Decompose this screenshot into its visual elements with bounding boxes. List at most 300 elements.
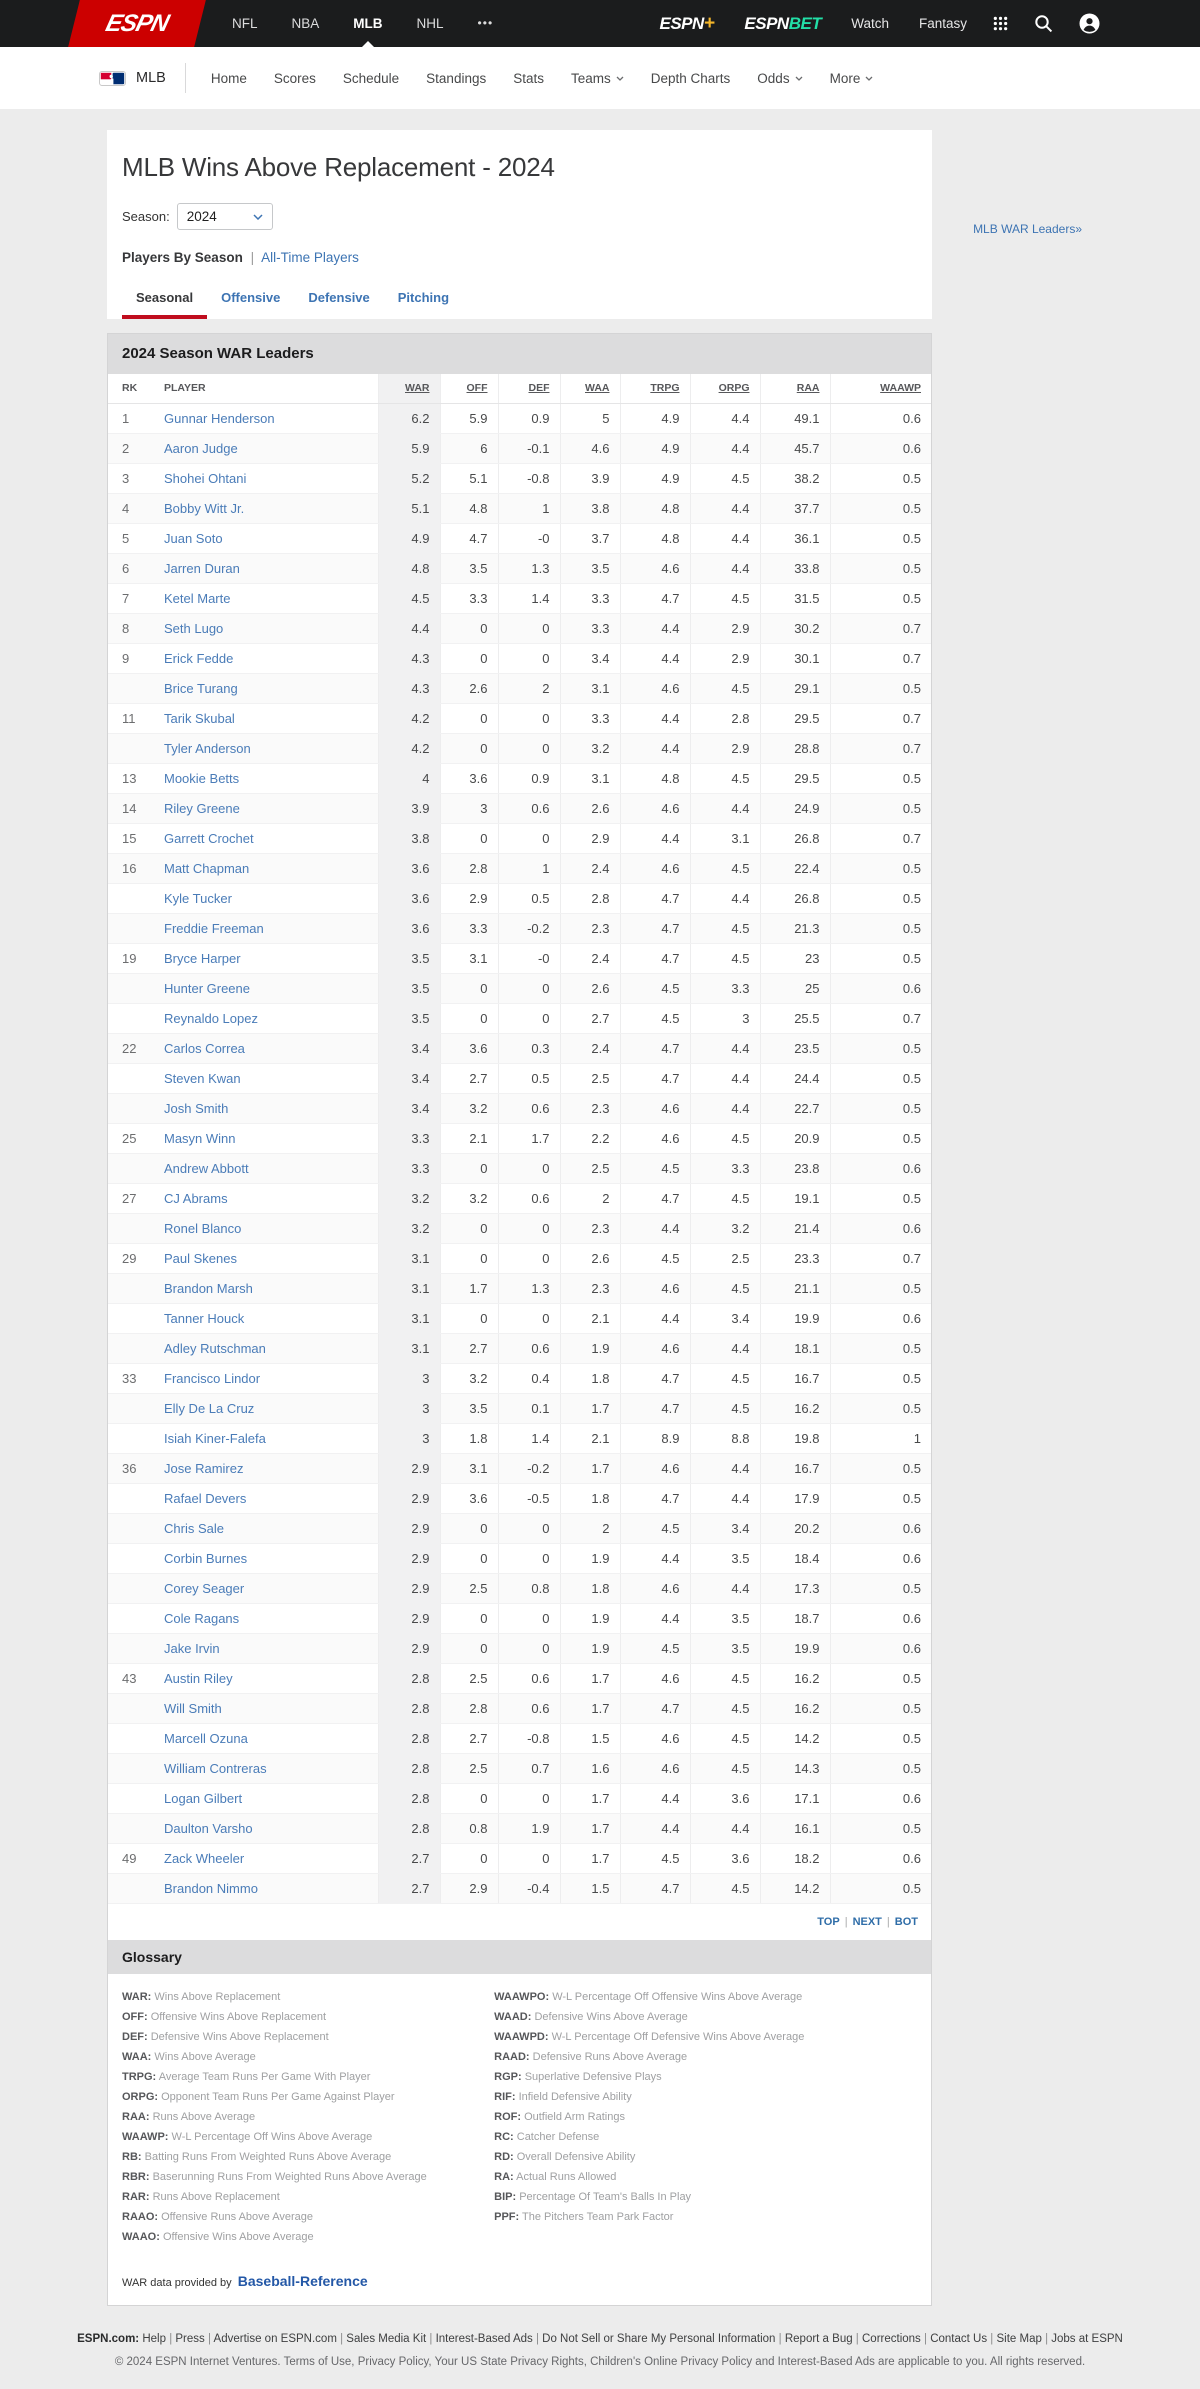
waa-cell: 2.1 xyxy=(560,1423,620,1453)
player-cell xyxy=(156,1243,378,1273)
table-row xyxy=(108,793,931,823)
player-link[interactable]: Hunter Greene xyxy=(164,980,250,996)
def-cell: 0 xyxy=(498,1243,560,1273)
players-by-season-row xyxy=(122,250,932,265)
footer-link[interactable]: Jobs at ESPN xyxy=(1051,2332,1123,2345)
waa-cell: 3.4 xyxy=(560,643,620,673)
raa-cell: 16.1 xyxy=(760,1813,830,1843)
waa-cell: 1.7 xyxy=(560,1663,620,1693)
war-cell: 6.2 xyxy=(378,403,440,433)
all-time-players-link[interactable]: All-Time Players xyxy=(261,250,359,265)
waawp-cell: 1 xyxy=(830,1423,931,1453)
table-row xyxy=(108,613,931,643)
glossary-definition: Percentage Of Team's Balls In Play xyxy=(519,2190,692,2203)
header-right xyxy=(630,13,1101,35)
def-cell: 1.3 xyxy=(498,1273,560,1303)
player-link[interactable]: Steven Kwan xyxy=(164,1070,241,1086)
waawp-cell: 0.6 xyxy=(830,1843,931,1873)
more-sports-ellipsis-icon[interactable]: ••• xyxy=(477,16,494,30)
player-link[interactable]: William Contreras xyxy=(164,1760,267,1776)
player-cell xyxy=(156,1753,378,1783)
player-link[interactable]: Josh Smith xyxy=(164,1100,229,1116)
player-cell xyxy=(156,1573,378,1603)
off-cell: 0.8 xyxy=(440,1813,498,1843)
waawp-cell: 0.5 xyxy=(830,1693,931,1723)
raa-cell: 22.4 xyxy=(760,853,830,883)
player-cell xyxy=(156,913,378,943)
war-cell: 4 xyxy=(378,763,440,793)
raa-cell: 31.5 xyxy=(760,583,830,613)
raa-cell: 18.1 xyxy=(760,1333,830,1363)
glossary-definition: Outfield Arm Ratings xyxy=(524,2110,625,2123)
rank-cell xyxy=(108,1813,156,1843)
war-cell: 3 xyxy=(378,1393,440,1423)
col-header-def[interactable]: DEF xyxy=(498,374,560,403)
player-link[interactable]: Chris Sale xyxy=(164,1520,224,1536)
watch-link[interactable]: Watch xyxy=(851,16,889,31)
footer-separator: | xyxy=(1041,2332,1052,2345)
waawp-cell: 0.6 xyxy=(830,403,931,433)
table-row xyxy=(108,1693,931,1723)
footer-copyright: © 2024 ESPN Internet Ventures. Terms of Use, Privacy Policy, Your US State Privacy Rights, Children's Online Privacy Policy and Interest-Based Ads are applicable to you. All rights reserved. xyxy=(114,2355,1086,2368)
raa-cell: 19.9 xyxy=(760,1303,830,1333)
footer-separator: | xyxy=(166,2332,176,2345)
trpg-cell: 4.7 xyxy=(620,1483,690,1513)
def-cell: 0 xyxy=(498,1843,560,1873)
footer-link[interactable]: Interest-Based Ads xyxy=(435,2332,533,2345)
player-link[interactable]: Corbin Burnes xyxy=(164,1550,248,1566)
glossary-definition: Offensive Runs Above Average xyxy=(161,2210,313,2223)
off-cell: 0 xyxy=(440,1843,498,1873)
glossary-entry xyxy=(494,2067,804,2087)
trpg-cell: 4.6 xyxy=(620,1273,690,1303)
player-link[interactable]: Adley Rutschman xyxy=(164,1340,266,1356)
waawp-cell: 0.5 xyxy=(830,1363,931,1393)
player-link[interactable]: Bobby Witt Jr. xyxy=(164,500,245,516)
table-row xyxy=(108,1873,931,1903)
subnav-item-teams-label: Teams xyxy=(570,70,611,86)
footer-separator: | xyxy=(775,2332,785,2345)
trpg-cell: 4.7 xyxy=(620,913,690,943)
war-cell: 3.6 xyxy=(378,913,440,943)
col-header-off[interactable]: OFF xyxy=(440,374,498,403)
player-link[interactable]: Shohei Ohtani xyxy=(164,470,247,486)
waawp-cell: 0.5 xyxy=(830,1333,931,1363)
subnav-item-schedule[interactable]: Schedule xyxy=(342,70,400,86)
player-link[interactable]: Aaron Judge xyxy=(164,440,238,456)
waawp-cell: 0.5 xyxy=(830,553,931,583)
player-link[interactable]: Tanner Houck xyxy=(164,1310,245,1326)
rank-cell: 19 xyxy=(108,943,156,973)
player-cell xyxy=(156,1213,378,1243)
table-row xyxy=(108,1603,931,1633)
player-link[interactable]: Mookie Betts xyxy=(164,770,240,786)
table-row xyxy=(108,853,931,883)
espn-logo[interactable] xyxy=(68,0,206,47)
player-link[interactable]: Ketel Marte xyxy=(164,590,231,606)
raa-cell: 24.9 xyxy=(760,793,830,823)
player-link[interactable]: Juan Soto xyxy=(164,530,223,546)
raa-cell: 23 xyxy=(760,943,830,973)
table-row xyxy=(108,1123,931,1153)
glossary-term: RGP: xyxy=(494,2070,522,2083)
tab-offensive[interactable]: Offensive xyxy=(221,290,281,305)
pagination-next[interactable]: NEXT xyxy=(852,1915,882,1928)
player-link[interactable]: Brandon Nimmo xyxy=(164,1880,258,1896)
trpg-cell: 4.6 xyxy=(620,1093,690,1123)
off-cell: 2.9 xyxy=(440,1873,498,1903)
rank-cell: 33 xyxy=(108,1363,156,1393)
subnav-item-scores[interactable]: Scores xyxy=(273,70,316,86)
raa-cell: 36.1 xyxy=(760,523,830,553)
raa-cell: 23.8 xyxy=(760,1153,830,1183)
chevron-down-icon xyxy=(616,76,624,81)
player-link[interactable]: Austin Riley xyxy=(164,1670,233,1686)
waawp-cell: 0.5 xyxy=(830,853,931,883)
def-cell: 0 xyxy=(498,1603,560,1633)
player-cell xyxy=(156,853,378,883)
col-header-waa[interactable]: WAA xyxy=(560,374,620,403)
war-cell: 4.2 xyxy=(378,703,440,733)
player-link[interactable]: Cole Ragans xyxy=(164,1610,240,1626)
war-cell: 3.3 xyxy=(378,1153,440,1183)
player-cell xyxy=(156,703,378,733)
trpg-cell: 4.7 xyxy=(620,883,690,913)
player-link[interactable]: Bryce Harper xyxy=(164,950,241,966)
player-link[interactable]: Freddie Freeman xyxy=(164,920,264,936)
waawp-cell: 0.5 xyxy=(830,673,931,703)
glossary-entry xyxy=(122,2167,494,2187)
player-link[interactable]: Ronel Blanco xyxy=(164,1220,242,1236)
war-cell: 3.1 xyxy=(378,1243,440,1273)
player-link[interactable]: Reynaldo Lopez xyxy=(164,1010,258,1026)
footer-link[interactable]: Advertise on ESPN.com xyxy=(213,2332,337,2345)
subnav-item-home[interactable]: Home xyxy=(210,70,247,86)
def-cell: 0.5 xyxy=(498,1063,560,1093)
player-link[interactable]: Riley Greene xyxy=(164,800,240,816)
player-link[interactable]: Elly De La Cruz xyxy=(164,1400,255,1416)
def-cell: -0.2 xyxy=(498,913,560,943)
war-cell: 2.8 xyxy=(378,1783,440,1813)
trpg-cell: 4.9 xyxy=(620,403,690,433)
player-cell xyxy=(156,1063,378,1093)
off-cell: 2.7 xyxy=(440,1063,498,1093)
waa-cell: 1.9 xyxy=(560,1543,620,1573)
rank-cell: 4 xyxy=(108,493,156,523)
glossary-entry xyxy=(122,2007,494,2027)
player-link[interactable]: Andrew Abbott xyxy=(164,1160,249,1176)
rank-cell xyxy=(108,1393,156,1423)
trpg-cell: 4.8 xyxy=(620,763,690,793)
orpg-cell: 4.5 xyxy=(690,1663,760,1693)
footer-link[interactable]: Corrections xyxy=(862,2332,921,2345)
orpg-cell: 3.4 xyxy=(690,1303,760,1333)
table-row xyxy=(108,1363,931,1393)
waawp-cell: 0.7 xyxy=(830,823,931,853)
orpg-cell: 8.8 xyxy=(690,1423,760,1453)
glossary-term: RA: xyxy=(494,2170,514,2183)
table-row xyxy=(108,1243,931,1273)
player-link[interactable]: Brandon Marsh xyxy=(164,1280,253,1296)
war-cell: 2.8 xyxy=(378,1693,440,1723)
player-link[interactable]: Marcell Ozuna xyxy=(164,1730,248,1746)
waa-cell: 5 xyxy=(560,403,620,433)
player-cell xyxy=(156,1843,378,1873)
def-cell: 1 xyxy=(498,493,560,523)
off-cell: 2.8 xyxy=(440,853,498,883)
nav-nfl[interactable]: NFL xyxy=(232,16,258,31)
war-cell: 2.8 xyxy=(378,1723,440,1753)
waawp-cell: 0.6 xyxy=(830,1633,931,1663)
player-link[interactable]: Daulton Varsho xyxy=(164,1820,253,1836)
player-link[interactable]: Gunnar Henderson xyxy=(164,410,275,426)
footer-separator: | xyxy=(852,2332,862,2345)
subnav-league-label: MLB xyxy=(136,70,166,86)
war-cell: 3.2 xyxy=(378,1213,440,1243)
waa-cell: 3.5 xyxy=(560,553,620,583)
rank-cell xyxy=(108,1543,156,1573)
player-cell xyxy=(156,673,378,703)
nav-nhl[interactable]: NHL xyxy=(416,16,444,31)
player-link[interactable]: CJ Abrams xyxy=(164,1190,228,1206)
player-cell xyxy=(156,1873,378,1903)
waawp-cell: 0.5 xyxy=(830,1573,931,1603)
raa-cell: 16.7 xyxy=(760,1363,830,1393)
glossary-entry xyxy=(494,2147,804,2167)
glossary-definition: Wins Above Replacement xyxy=(154,1990,281,2003)
player-link[interactable]: Zack Wheeler xyxy=(164,1850,245,1866)
player-link[interactable]: Jose Ramirez xyxy=(164,1460,244,1476)
pagination-top[interactable]: TOP xyxy=(817,1915,840,1928)
waawp-cell: 0.5 xyxy=(830,913,931,943)
trpg-cell: 4.7 xyxy=(620,1693,690,1723)
orpg-cell: 3.1 xyxy=(690,823,760,853)
player-link[interactable]: Jake Irvin xyxy=(164,1640,220,1656)
col-header-waawp[interactable]: WAAWP xyxy=(830,374,931,403)
glossary-entry xyxy=(122,2087,494,2107)
off-cell: 3.6 xyxy=(440,763,498,793)
glossary-term: RB: xyxy=(122,2150,142,2163)
raa-cell: 20.9 xyxy=(760,1123,830,1153)
off-cell: 4.7 xyxy=(440,523,498,553)
def-cell: 0 xyxy=(498,1633,560,1663)
player-cell xyxy=(156,1633,378,1663)
profile-icon[interactable] xyxy=(1079,13,1100,34)
table-row xyxy=(108,1093,931,1123)
waawp-cell: 0.6 xyxy=(830,1603,931,1633)
off-cell: 2.1 xyxy=(440,1123,498,1153)
col-header-orpg[interactable]: ORPG xyxy=(690,374,760,403)
chevron-down-icon xyxy=(795,76,803,81)
player-link[interactable]: Tyler Anderson xyxy=(164,740,251,756)
rank-cell xyxy=(108,1003,156,1033)
subnav-item-odds[interactable] xyxy=(757,71,802,86)
tab-defensive[interactable]: Defensive xyxy=(308,290,370,305)
subnav-item-depth-charts[interactable]: Depth Charts xyxy=(650,70,731,86)
player-cell xyxy=(156,1663,378,1693)
waawp-cell: 0.7 xyxy=(830,1243,931,1273)
player-link[interactable]: Tarik Skubal xyxy=(164,710,235,726)
player-link[interactable]: Francisco Lindor xyxy=(164,1370,261,1386)
off-cell: 0 xyxy=(440,1153,498,1183)
col-header-raa[interactable]: RAA xyxy=(760,374,830,403)
raa-cell: 25.5 xyxy=(760,1003,830,1033)
war-cell: 2.9 xyxy=(378,1483,440,1513)
espn-bet-espn: ESPN xyxy=(744,13,789,33)
subnav-item-stats[interactable]: Stats xyxy=(513,70,544,86)
footer-link[interactable]: Contact Us xyxy=(930,2332,988,2345)
footer-link[interactable]: Sales Media Kit xyxy=(346,2332,427,2345)
rank-cell xyxy=(108,1723,156,1753)
table-row xyxy=(108,763,931,793)
def-cell: 0.6 xyxy=(498,1693,560,1723)
espn-bet-logo[interactable] xyxy=(744,14,821,34)
orpg-cell: 4.5 xyxy=(690,1693,760,1723)
waawp-cell: 0.5 xyxy=(830,1273,931,1303)
trpg-cell: 4.6 xyxy=(620,1453,690,1483)
players-by-season-label: Players By Season xyxy=(122,250,243,265)
player-link[interactable]: Paul Skenes xyxy=(164,1250,237,1266)
search-icon[interactable] xyxy=(1034,14,1053,33)
table-row xyxy=(108,553,931,583)
off-cell: 5.1 xyxy=(440,463,498,493)
glossary-entry xyxy=(122,2127,494,2147)
waa-cell: 3.2 xyxy=(560,733,620,763)
waa-cell: 1.8 xyxy=(560,1483,620,1513)
glossary-entry xyxy=(494,2167,804,2187)
player-link[interactable]: Masyn Winn xyxy=(164,1130,236,1146)
orpg-cell: 3.5 xyxy=(690,1603,760,1633)
footer-link[interactable]: Help xyxy=(142,2332,166,2345)
table-row xyxy=(108,1273,931,1303)
orpg-cell: 4.5 xyxy=(690,1753,760,1783)
table-row xyxy=(108,493,931,523)
player-link[interactable]: Matt Chapman xyxy=(164,860,250,876)
glossary-entry xyxy=(122,2107,494,2127)
player-cell xyxy=(156,733,378,763)
glossary-entry xyxy=(494,2127,804,2147)
player-link[interactable]: Jarren Duran xyxy=(164,560,240,576)
nav-mlb[interactable] xyxy=(353,0,382,47)
subnav-item-teams[interactable] xyxy=(571,71,624,86)
raa-cell: 38.2 xyxy=(760,463,830,493)
waawp-cell: 0.7 xyxy=(830,1003,931,1033)
player-link[interactable]: Isiah Kiner-Falefa xyxy=(164,1430,266,1446)
rank-cell: 2 xyxy=(108,433,156,463)
tab-seasonal[interactable]: Seasonal xyxy=(122,279,207,319)
table-row xyxy=(108,1213,931,1243)
waawp-cell: 0.7 xyxy=(830,703,931,733)
col-header-war[interactable]: WAR xyxy=(378,374,440,403)
player-link[interactable]: Erick Fedde xyxy=(164,650,234,666)
footer-link[interactable]: Press xyxy=(175,2332,205,2345)
glossary-term: WAR: xyxy=(122,1990,152,2003)
player-cell xyxy=(156,1093,378,1123)
def-cell: -0.8 xyxy=(498,463,560,493)
waawp-cell: 0.7 xyxy=(830,733,931,763)
mlb-home-link[interactable] xyxy=(99,70,166,86)
player-cell xyxy=(156,523,378,553)
player-link[interactable]: Corey Seager xyxy=(164,1580,245,1596)
player-link[interactable]: Kyle Tucker xyxy=(164,890,232,906)
raa-cell: 14.2 xyxy=(760,1723,830,1753)
season-label: Season: xyxy=(122,209,170,224)
col-header-trpg[interactable]: TRPG xyxy=(620,374,690,403)
table-row xyxy=(108,583,931,613)
table-row xyxy=(108,673,931,703)
baseball-reference-link[interactable]: Baseball-Reference xyxy=(237,2272,368,2289)
player-link[interactable]: Garrett Crochet xyxy=(164,830,254,846)
orpg-cell: 4.5 xyxy=(690,583,760,613)
waa-cell: 4.6 xyxy=(560,433,620,463)
rank-cell xyxy=(108,1153,156,1183)
table-row xyxy=(108,1003,931,1033)
rank-cell xyxy=(108,1573,156,1603)
def-cell: -0 xyxy=(498,943,560,973)
orpg-cell: 3 xyxy=(690,1003,760,1033)
war-cell: 2.7 xyxy=(378,1843,440,1873)
pagination-bot[interactable]: BOT xyxy=(894,1915,918,1928)
trpg-cell: 4.6 xyxy=(620,1753,690,1783)
player-cell xyxy=(156,943,378,973)
war-cell: 2.9 xyxy=(378,1543,440,1573)
trpg-cell: 4.6 xyxy=(620,793,690,823)
nav-nba[interactable]: NBA xyxy=(291,16,320,31)
war-cell: 5.9 xyxy=(378,433,440,463)
player-cell xyxy=(156,1033,378,1063)
rank-cell xyxy=(108,1873,156,1903)
table-row xyxy=(108,943,931,973)
main-content xyxy=(0,130,1200,2306)
raa-cell: 30.2 xyxy=(760,613,830,643)
player-link[interactable]: Brice Turang xyxy=(164,680,238,696)
subnav-item-standings[interactable]: Standings xyxy=(426,70,487,86)
orpg-cell: 4.5 xyxy=(690,853,760,883)
footer-link[interactable]: Report a Bug xyxy=(784,2332,853,2345)
tab-pitching[interactable]: Pitching xyxy=(397,290,450,305)
fantasy-link[interactable]: Fantasy xyxy=(918,16,967,31)
waa-cell: 2 xyxy=(560,1513,620,1543)
footer-link[interactable]: Do Not Sell or Share My Personal Information xyxy=(542,2332,776,2345)
glossary-entry xyxy=(122,2147,494,2167)
apps-grid-icon[interactable] xyxy=(993,16,1008,31)
glossary-term: RAR: xyxy=(122,2190,150,2203)
waawp-cell: 0.5 xyxy=(830,1453,931,1483)
player-link[interactable]: Will Smith xyxy=(164,1700,222,1716)
glossary-entry xyxy=(494,2047,804,2067)
glossary-entry xyxy=(122,2027,494,2047)
subnav-item-more[interactable] xyxy=(830,71,874,86)
espn-plus-logo[interactable] xyxy=(660,13,715,35)
glossary-definition: Opponent Team Runs Per Game Against Player xyxy=(161,2090,395,2103)
footer-link[interactable]: Site Map xyxy=(996,2332,1042,2345)
glossary-term: WAAO: xyxy=(122,2230,160,2243)
waawp-cell: 0.5 xyxy=(830,1063,931,1093)
war-leaders-card xyxy=(107,333,932,2306)
player-link[interactable]: Seth Lugo xyxy=(164,620,224,636)
war-cell: 3.9 xyxy=(378,793,440,823)
player-cell xyxy=(156,823,378,853)
raa-cell: 25 xyxy=(760,973,830,1003)
war-cell: 3.1 xyxy=(378,1303,440,1333)
player-link[interactable]: Carlos Correa xyxy=(164,1040,245,1056)
mlb-war-leaders-link[interactable]: MLB WAR Leaders» xyxy=(973,222,1082,236)
table-row xyxy=(108,1333,931,1363)
player-link[interactable]: Logan Gilbert xyxy=(164,1790,243,1806)
season-select[interactable] xyxy=(177,203,273,230)
player-link[interactable]: Rafael Devers xyxy=(164,1490,247,1506)
waa-cell: 3.3 xyxy=(560,583,620,613)
